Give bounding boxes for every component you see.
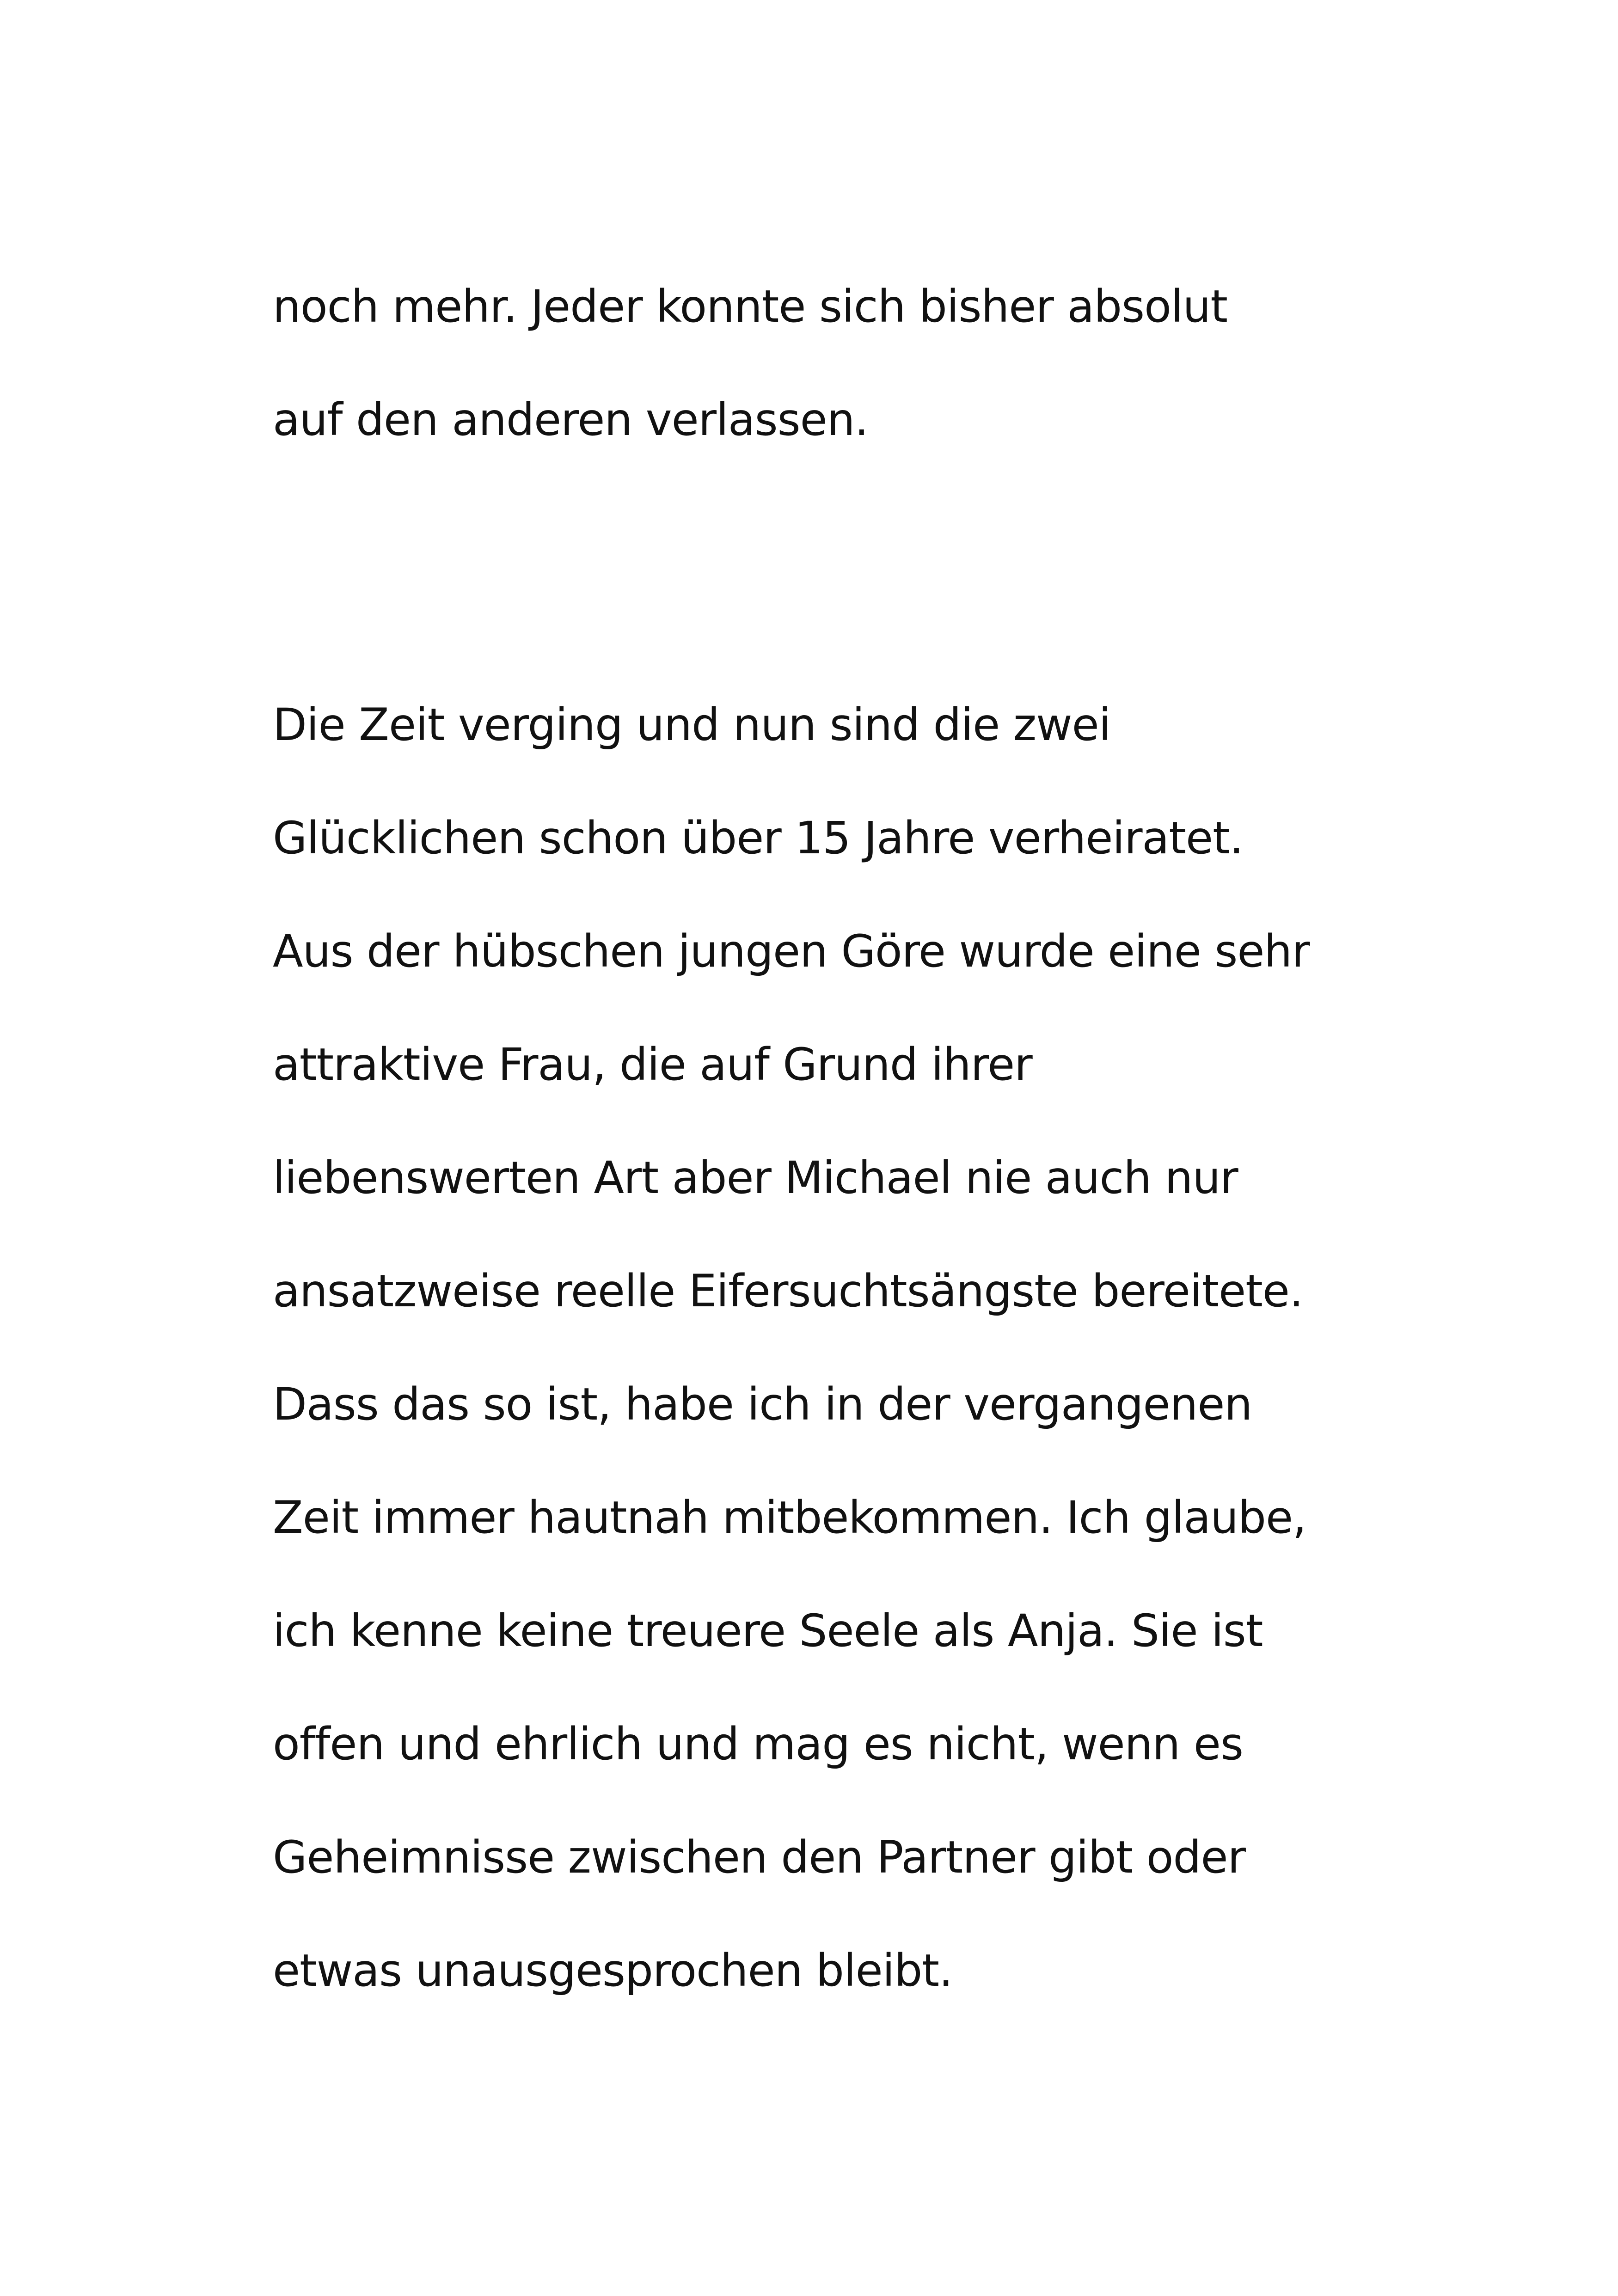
paragraph-1 bbox=[273, 250, 1391, 477]
text-line: noch mehr. Jeder konnte sich bisher absolut bbox=[273, 281, 1228, 332]
text-line: ansatzweise reelle Eifersuchtsängste bereitete. bbox=[273, 1265, 1303, 1317]
paragraph-2 bbox=[273, 668, 1391, 2027]
text-line: ich kenne keine treuere Seele als Anja. Sie ist bbox=[273, 1605, 1263, 1657]
text-line: offen und ehrlich und mag es nicht, wenn es bbox=[273, 1718, 1243, 1770]
text-line: liebenswerten Art aber Michael nie auch nur bbox=[273, 1152, 1238, 1204]
text-line: Die Zeit verging und nun sind die zwei bbox=[273, 699, 1111, 751]
text-line: Zeit immer hautnah mitbekommen. Ich glaube, bbox=[273, 1492, 1306, 1543]
text-line: Dass das so ist, habe ich in der vergangenen bbox=[273, 1378, 1252, 1430]
text-line: attraktive Frau, die auf Grund ihrer bbox=[273, 1039, 1032, 1090]
text-line: auf den anderen verlassen. bbox=[273, 394, 869, 446]
text-line: Geheimnisse zwischen den Partner gibt oder bbox=[273, 1831, 1245, 1883]
text-line: Aus der hübschen jungen Göre wurde eine sehr bbox=[273, 925, 1310, 977]
text-line: Glücklichen schon über 15 Jahre verheiratet. bbox=[273, 812, 1244, 864]
text-line: etwas unausgesprochen bleibt. bbox=[273, 1945, 953, 1996]
